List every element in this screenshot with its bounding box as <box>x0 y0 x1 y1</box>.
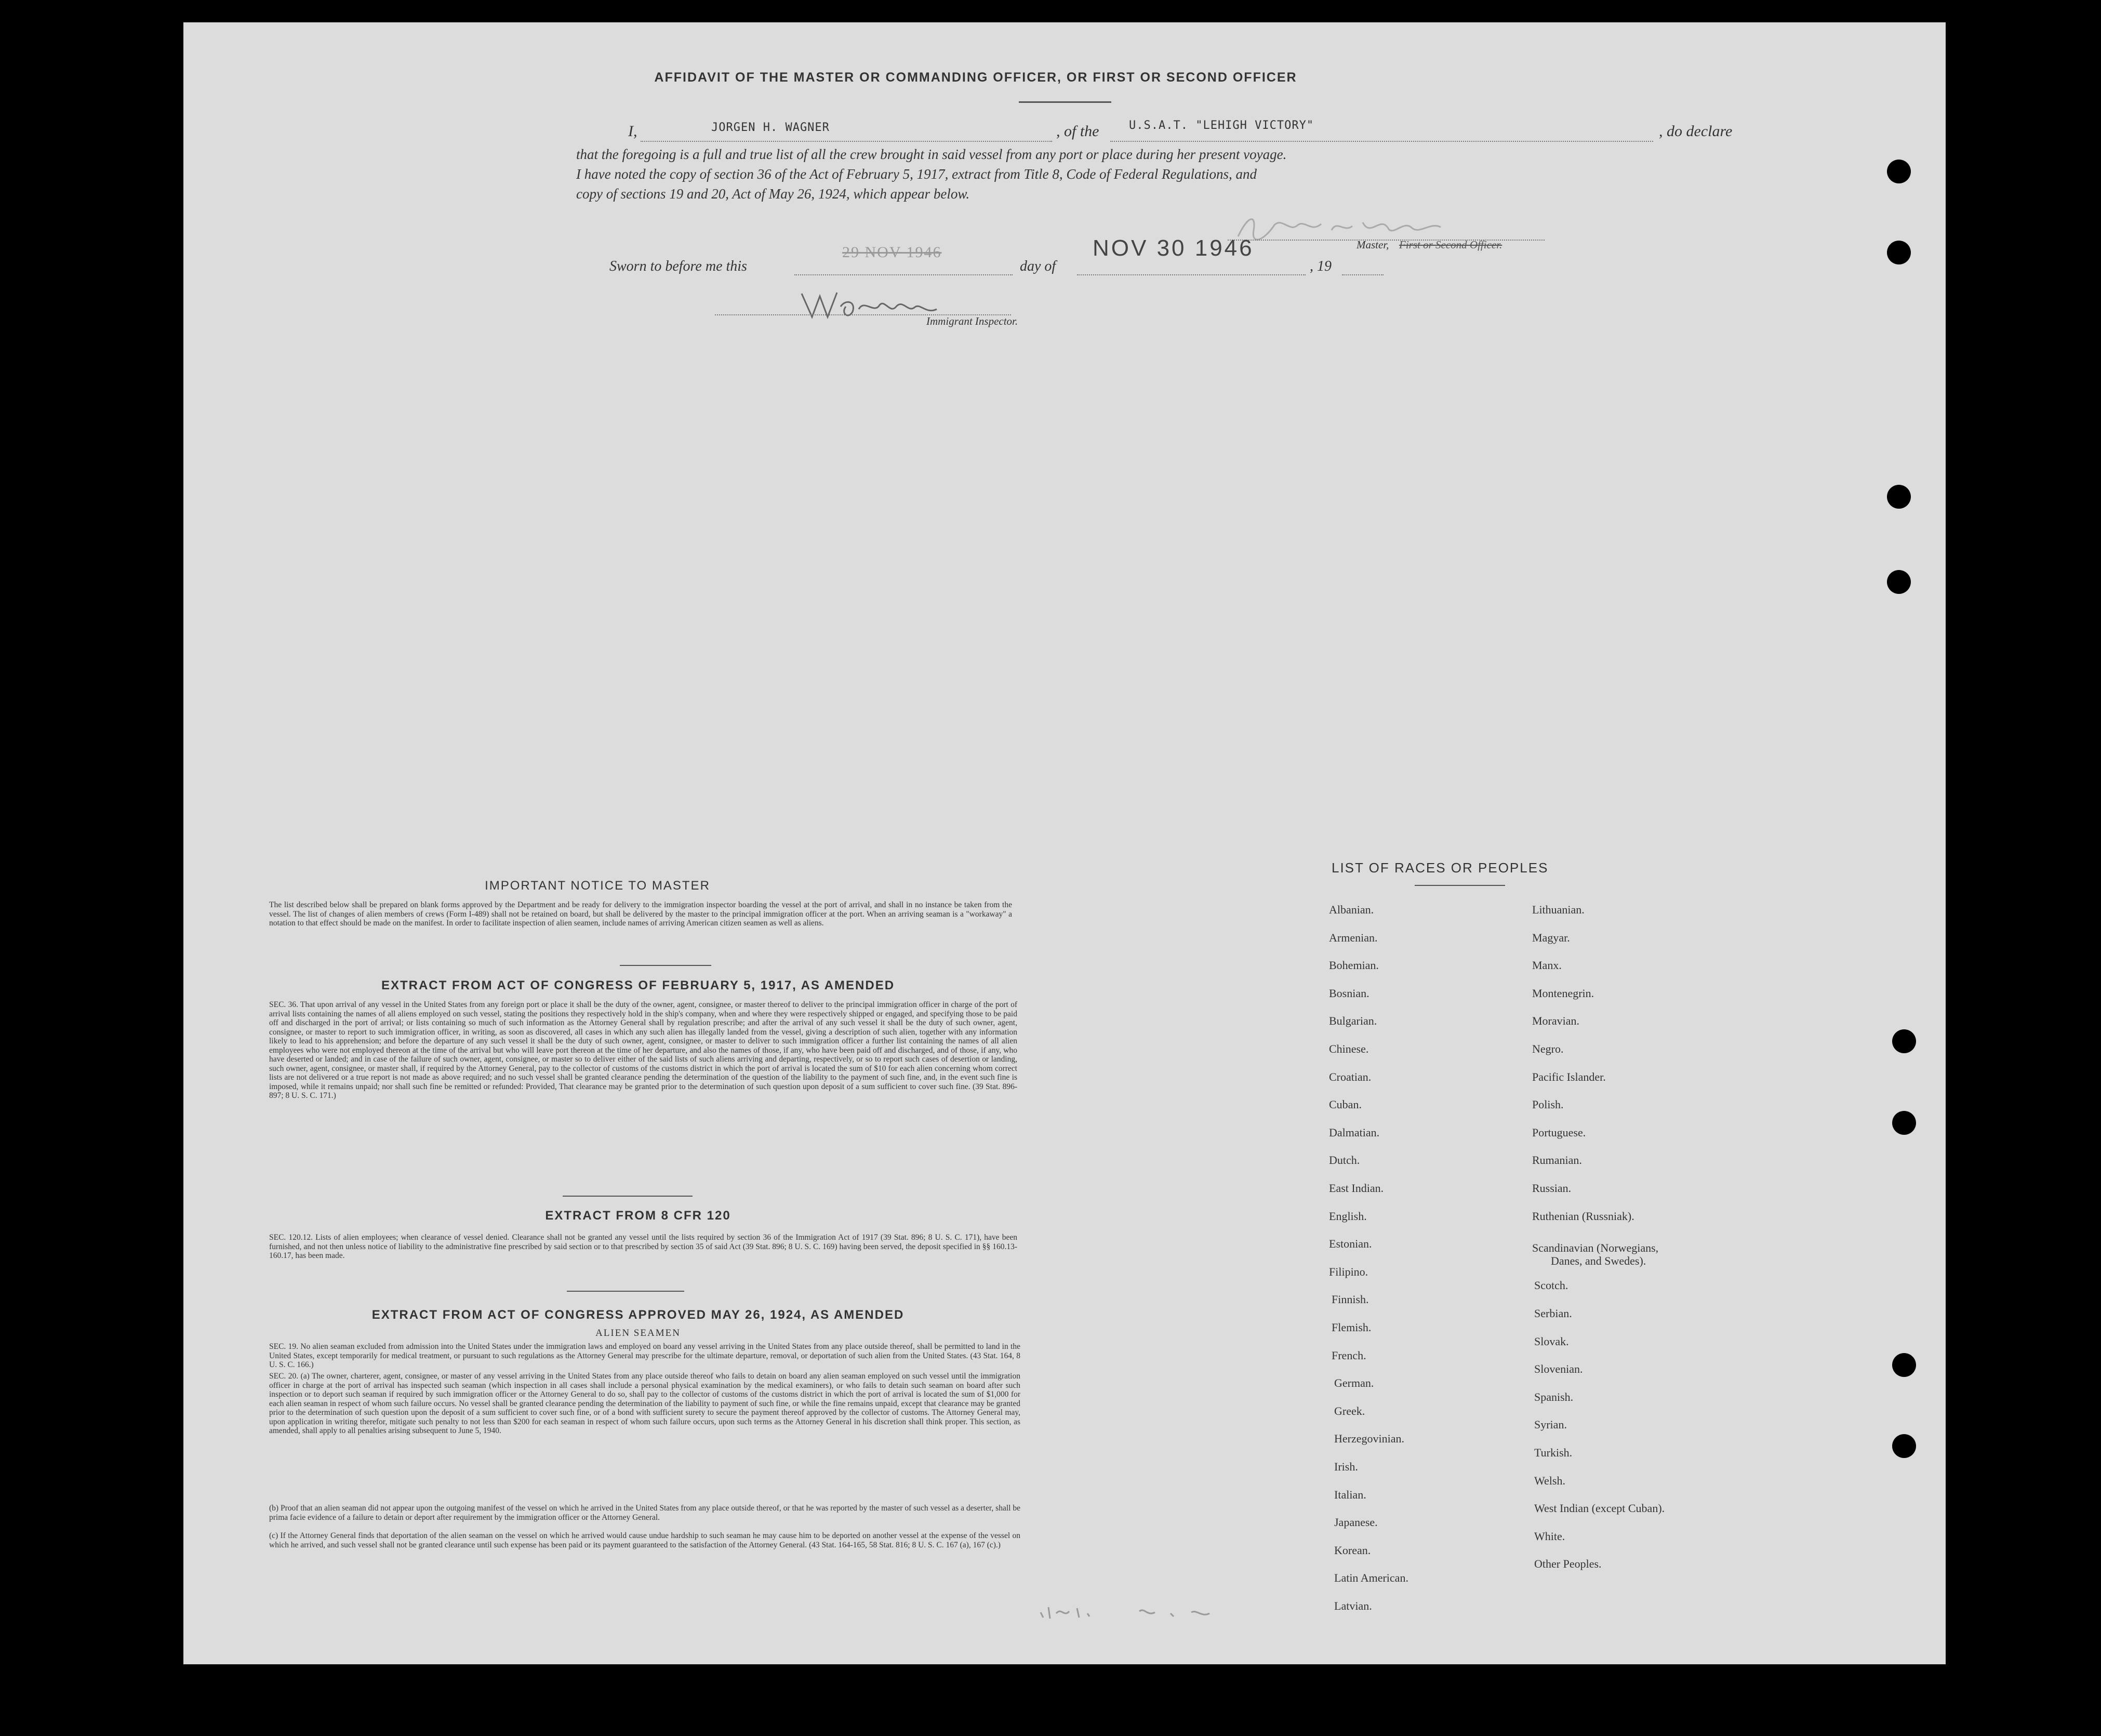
vessel-name: U.S.A.T. "LEHIGH VICTORY" <box>1129 119 1314 132</box>
section-20b-text: (b) Proof that an alien seaman did not appear upon the outgoing manifest of the vessel on which he arrived in the United States from any place outside thereof, or that he was reported by the master of such vessel as a deserter, shall be prima facie evidence of a failure to detain or deport after requirement by the immigration officer or the Attorney General. <box>269 1504 1020 1522</box>
race-item: Japanese. <box>1334 1516 1378 1529</box>
affidavit-title: AFFIDAVIT OF THE MASTER OR COMMANDING OFFICER, OR FIRST OR SECOND OFFICER <box>654 70 1297 85</box>
race-item: Dalmatian. <box>1329 1125 1380 1139</box>
punch-hole <box>1887 160 1911 183</box>
race-item: Magyar. <box>1532 931 1570 944</box>
punch-hole <box>1892 1029 1916 1053</box>
race-item: Rumanian. <box>1532 1154 1582 1167</box>
race-item: Pacific Islander. <box>1532 1070 1606 1083</box>
race-item: Turkish. <box>1534 1446 1573 1459</box>
punch-hole <box>1887 570 1911 594</box>
race-item: Spanish. <box>1534 1390 1574 1403</box>
race-item: Slovenian. <box>1534 1362 1583 1376</box>
vessel-line <box>1110 141 1653 142</box>
race-item: Italian. <box>1334 1488 1366 1501</box>
race-item: Croatian. <box>1329 1070 1372 1083</box>
punch-hole <box>1892 1434 1916 1458</box>
punch-hole <box>1887 241 1911 264</box>
year-line <box>1342 274 1384 275</box>
month-line <box>1077 274 1306 275</box>
race-item: Flemish. <box>1332 1321 1372 1334</box>
race-item: Dutch. <box>1329 1154 1360 1167</box>
word-do-declare: , do declare <box>1659 123 1733 140</box>
document-page <box>183 22 1946 1664</box>
date-stamp: NOV 30 1946 <box>1093 235 1254 261</box>
race-item: Herzegovinian. <box>1334 1432 1404 1446</box>
race-item: East Indian. <box>1329 1182 1384 1195</box>
extract-cfr-body: SEC. 120.12. Lists of alien employees; when clearance of vessel denied. Clearance shall not be granted any vessel until the lists required by section 36 of the Immigration Act of 1917 (39 Stat. 896; 8 U. S. C. 171), have been furnished, and not then unless notice of liability to the administrative fine prescribed by said section or to that prescribed by section 35 of said Act (39 Stat. 896; 8 U. S. C. 169) having been served, the deposit specified in §§ 160.13-160.17, has been made. <box>269 1233 1017 1260</box>
race-item: Latvian. <box>1334 1599 1372 1612</box>
race-item: Armenian. <box>1329 931 1378 944</box>
race-item: Greek. <box>1334 1404 1365 1417</box>
master-label-struck: First or Second Officer. <box>1399 238 1502 251</box>
race-item: Ruthenian (Russniak). <box>1532 1209 1634 1223</box>
section-20c-text: (c) If the Attorney General finds that deportation of the alien seaman on the vessel on which he arrived would cause undue hardship to such seaman he may cause him to be deported on another vessel at the expense of the vessel on which he arrived, and such vessel shall not be granted clearance until such expense has been paid or its payment guaranteed to the satisfaction of the Attorney General. (43 Stat. 164-165, 58 Stat. 816; 8 U. S. C. 167 (a), 167 (c).) <box>269 1531 1020 1549</box>
extract-1924-title: EXTRACT FROM ACT OF CONGRESS APPROVED MAY 26, 1924, AS AMENDED <box>371 1308 905 1322</box>
race-item: Russian. <box>1532 1182 1572 1195</box>
punch-hole <box>1892 1353 1916 1377</box>
race-item: Irish. <box>1334 1460 1358 1473</box>
races-divider <box>1415 885 1505 886</box>
extract-1924-subtitle: ALIEN SEAMEN <box>595 1328 681 1339</box>
sworn-label: Sworn to before me this <box>609 258 747 274</box>
sworn-stamp-struck: 29 NOV 1946 <box>842 244 942 261</box>
affidavit-line-3: I have noted the copy of section 36 of the Act of February 5, 1917, extract from Title 8, Code of Federal Regulations, and <box>576 166 1257 182</box>
title-divider <box>1019 101 1111 103</box>
year-label: , 19 <box>1310 258 1332 274</box>
race-item: Bohemian. <box>1329 959 1379 972</box>
affidavit-line-2: that the foregoing is a full and true list of all the crew brought in said vessel from any port or place during her present voyage. <box>576 147 1287 162</box>
race-item: Danes, and Swedes). <box>1551 1254 1646 1268</box>
race-item: Chinese. <box>1329 1042 1369 1055</box>
race-item: Portuguese. <box>1532 1125 1586 1139</box>
race-item: Welsh. <box>1534 1474 1565 1487</box>
race-item: Negro. <box>1532 1042 1564 1055</box>
section-19-text: SEC. 19. No alien seaman excluded from admission into the United States under the immigration laws and employed on board any vessel arriving in the United States from any place outside thereof, shall be permitted to land in the United States, except temporarily for medical treatment, or pursuant to such regulations as the Attorney General may prescribe for the ultimate departure, removal, or deportation of such alien from the United States. (43 Stat. 164, 8 U. S. C. 166.) <box>269 1342 1020 1369</box>
punch-hole <box>1892 1111 1916 1135</box>
extract-1917-body: SEC. 36. That upon arrival of any vessel in the United States from any foreign port or place it shall be the duty of the owner, agent, consignee, or master thereof to deliver to the principal immigration officer in charge of the port of arrival lists containing the names of all aliens employed on such vessel, stating the positions they respectively hold in the ship's company, when and where they were respectively shipped or engaged, and specifying those to be paid off and discharged in the port of arrival; or lists containing so much of such information as the Attorney General shall by regulation prescribe; and after the arrival of any such vessel it shall be the duty of such owner, agent, consignee, or master to report to such immigration officer, in writing, as soon as discovered, all cases in which any such alien has illegally landed from the vessel, giving a description of such alien, together with any information likely to lead to his apprehension; and before the departure of any such vessel it shall be the duty of such owner, agent, consignee, or master to deliver to such immigration officer a further list containing the names of all alien employees who were not employed thereon at the time of the arrival but who will leave port thereon at the time of her departure, and also the names of those, if any, who have been paid off and discharged, and of those, if any, who have deserted or landed; and in case of the failure of such owner, agent, consignee, or master so to deliver either of the said lists of such aliens arriving and departing, respectively, or so to report such cases of desertion or landing, such owner, agent, consignee, or master shall, if required by the Attorney General, pay to the collector of customs of the customs district in which the port of arrival is located the sum of $10 for each alien concerning whom correct lists are not delivered or a true report is not made as above required; and no such vessel shall be granted clearance pending the determination of the question of the liability to the payment of such fine, and, in the event such fine is imposed, while it remains unpaid; nor shall such fine be remitted or refunded: Provided, That clearance may be granted prior to the determination of such question upon deposit of a sum sufficient to cover such fine. (39 Stat. 896-897; 8 U. S. C. 171.) <box>269 1000 1017 1100</box>
race-item: Bulgarian. <box>1329 1014 1377 1028</box>
race-item: English. <box>1329 1209 1367 1223</box>
master-label: Master, <box>1357 238 1389 251</box>
race-item: Finnish. <box>1332 1293 1369 1306</box>
extract-cfr-divider <box>567 1291 684 1292</box>
race-item: White. <box>1534 1529 1565 1543</box>
race-item: Korean. <box>1334 1543 1371 1557</box>
master-name: JORGEN H. WAGNER <box>711 121 830 134</box>
section-20a-text: SEC. 20. (a) The owner, charterer, agent, consignee, or master of any vessel arriving in the United States from any place outside thereof who fails to detain on board any alien seaman employed on such vessel until the immigration officer in charge at the port of arrival has inspected such seaman (which inspection in all cases shall include a personal physical examination by the medical examiners), or who fails to detain such seaman on board after such inspection or to deport such seaman if required by such immigration officer or the Attorney General to do so, shall pay to the collector of customs of the customs district in which the port of arrival is located the sum of $1,000 for each alien seaman in respect of whom such failure occurs. No vessel shall be granted clearance pending the determination of the liability to payment of such fine, or while the fine remains unpaid, except that clearance may be granted prior to the determination of such question upon the deposit of a sum sufficient to cover such fine, or of a bond with sufficient surety to secure the payment thereof approved by the collector of customs. The Attorney General may, upon application in writing therefor, mitigate such penalty to not less than $200 for each seaman in respect of whom such failure occurs, upon such terms as the Attorney General in his discretion shall think proper. This section, as amended, shall apply to all penalties arising subsequent to June 5, 1940. <box>269 1372 1020 1435</box>
race-item: Polish. <box>1532 1098 1564 1111</box>
affidavit-line-4: copy of sections 19 and 20, Act of May 26, 1924, which appear below. <box>576 186 970 202</box>
race-item: French. <box>1332 1348 1366 1362</box>
race-item: Other Peoples. <box>1534 1557 1602 1571</box>
extract-cfr-title: EXTRACT FROM 8 CFR 120 <box>545 1209 731 1223</box>
race-item: Bosnian. <box>1329 986 1369 1000</box>
day-of-label: day of <box>1020 258 1056 274</box>
notice-title: IMPORTANT NOTICE TO MASTER <box>485 879 710 893</box>
race-item: Syrian. <box>1534 1418 1567 1432</box>
race-item: German. <box>1334 1376 1374 1390</box>
bottom-scribble <box>1035 1602 1254 1625</box>
race-item: West Indian (except Cuban). <box>1534 1502 1665 1515</box>
name-line <box>641 141 1052 142</box>
race-item: Slovak. <box>1534 1334 1569 1348</box>
inspector-label: Immigrant Inspector. <box>926 315 1018 327</box>
race-item: Lithuanian. <box>1532 903 1585 916</box>
sworn-day-line <box>794 274 1013 275</box>
race-item: Montenegrin. <box>1532 986 1594 1000</box>
race-item: Filipino. <box>1329 1265 1368 1278</box>
race-item: Estonian. <box>1329 1237 1372 1251</box>
word-i: I, <box>628 123 637 140</box>
word-of-the: , of the <box>1056 123 1099 140</box>
race-item: Scotch. <box>1534 1279 1568 1292</box>
race-item: Serbian. <box>1534 1307 1572 1320</box>
notice-body: The list described below shall be prepared on blank forms approved by the Department and be ready for delivery to the immigration inspector boarding the vessel at the port of arrival, and shall in no instance be taken from the vessel. The list of changes of alien members of crews (Form I-489) shall not be retained on board, but shall be delivered by the master to the principal immigration officer at the port. When an arriving seaman is a "workaway" a notation to that effect should be made on the manifest. In order to facilitate inspection of alien seamen, include names of arriving American citizen seamen as well as aliens. <box>269 900 1012 927</box>
race-item: Albanian. <box>1329 903 1374 916</box>
extract-1917-divider <box>563 1196 693 1197</box>
extract-1917-title: EXTRACT FROM ACT OF CONGRESS OF FEBRUARY 5, 1917, AS AMENDED <box>381 978 895 992</box>
race-item: Manx. <box>1532 959 1562 972</box>
races-title: LIST OF RACES OR PEOPLES <box>1332 860 1549 876</box>
notice-divider <box>620 965 711 966</box>
race-item: Scandinavian (Norwegians, <box>1532 1241 1659 1255</box>
punch-hole <box>1887 485 1911 509</box>
race-item: Moravian. <box>1532 1014 1580 1028</box>
race-item: Cuban. <box>1329 1098 1362 1111</box>
race-item: Latin American. <box>1334 1571 1408 1585</box>
